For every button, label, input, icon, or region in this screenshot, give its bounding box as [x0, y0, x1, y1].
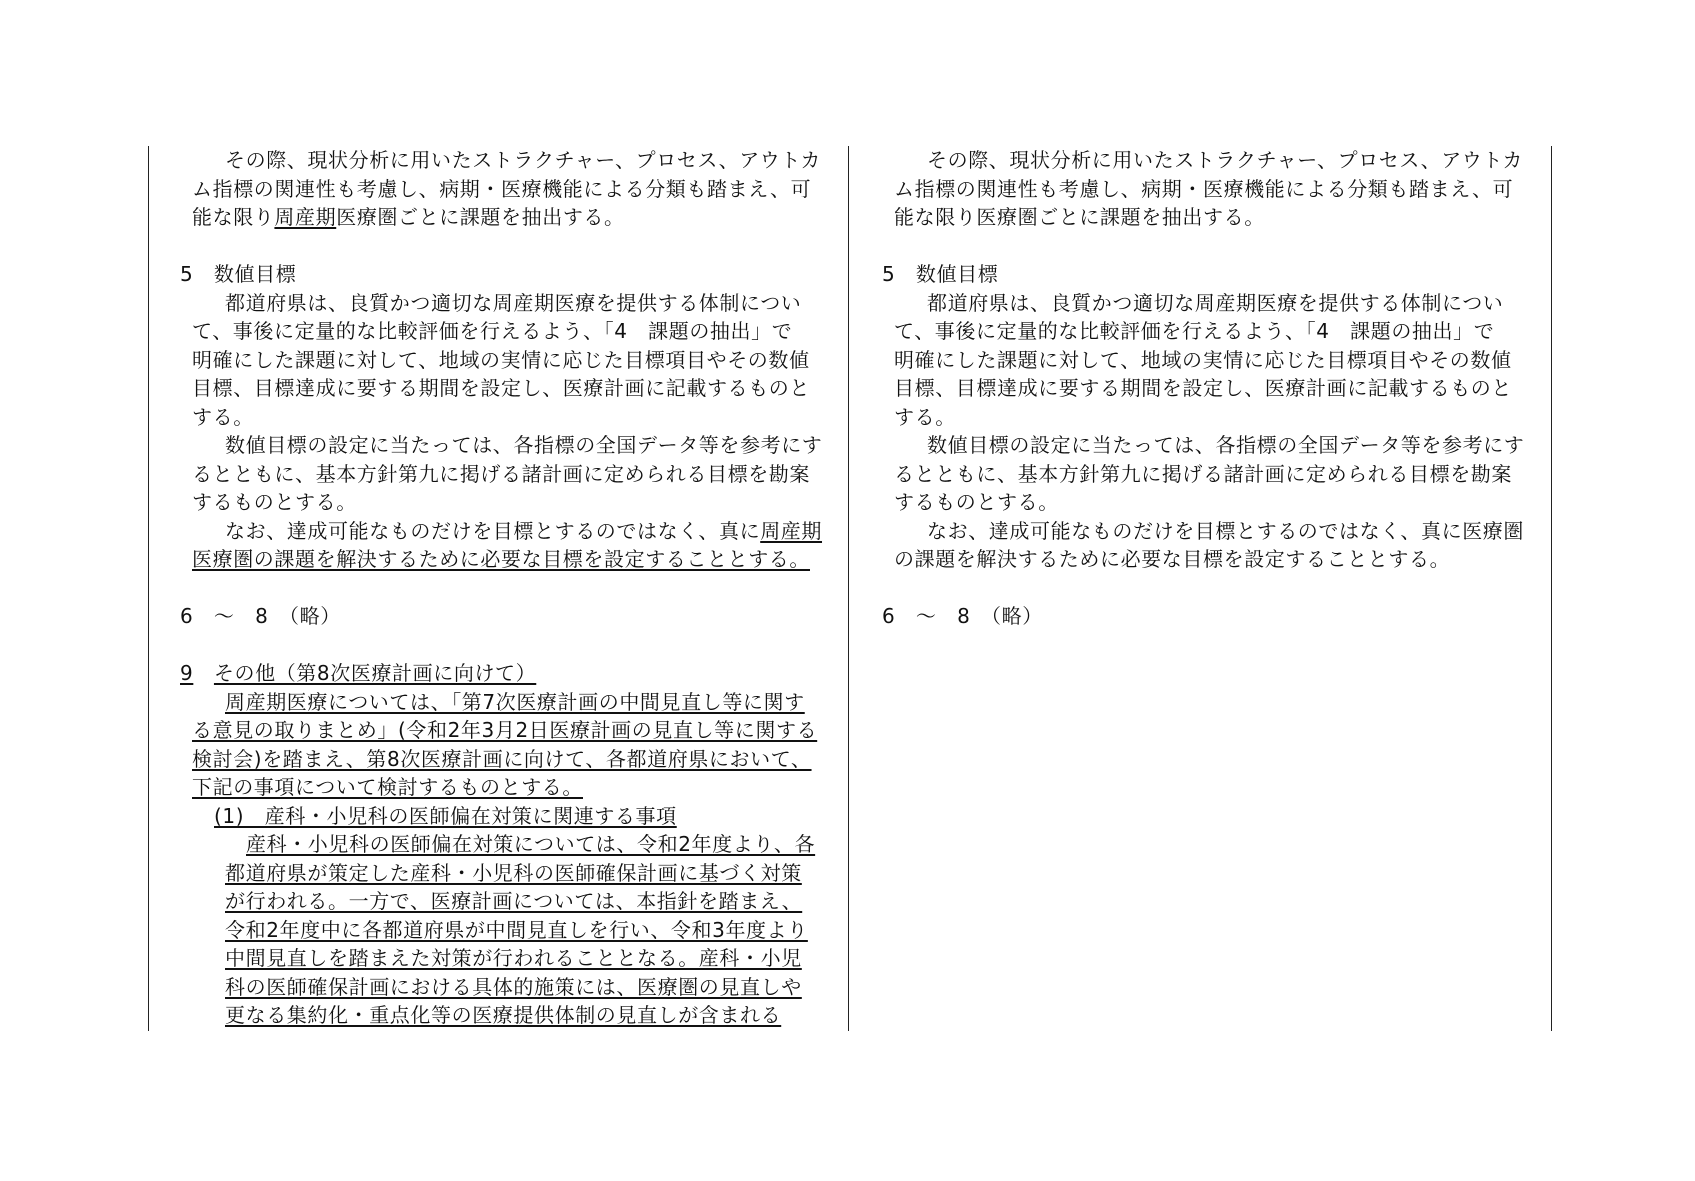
- left-sec9-item1-text: 産科・小児科の医師偏在対策については、令和2年度より、各: [246, 832, 816, 856]
- right-para1-line: ム指標の関連性も考慮し、病期・医療機能による分類も踏まえ、可: [894, 176, 1514, 201]
- right-sec5-heading: 5 数値目標: [882, 262, 999, 286]
- left-para1-line2: ム指標の関連性も考慮し、病期・医療機能による分類も踏まえ、可: [192, 176, 812, 201]
- right-sec5-p1-line: て、事後に定量的な比較評価を行えるよう、「4 課題の抽出」で: [894, 319, 1495, 343]
- left-sec9-item1-line: [180, 916, 850, 945]
- left-sec9-item1-line: [180, 944, 850, 973]
- left-sec9-item1-line: [180, 973, 850, 1002]
- left-sec9-item1-line: [180, 887, 850, 916]
- left-sec9-heading: [180, 659, 850, 688]
- left-sec5-p1-line: 目標、目標達成に要する期間を設定し、医療計画に記載するものと: [192, 376, 810, 400]
- left-sec9-intro-line: [180, 688, 850, 717]
- right-sec5-p3-line: なお、達成可能なものだけを目標とするのではなく、真に医療圏: [927, 518, 1524, 543]
- left-sec9-title: その他（第8次医療計画に向けて）: [213, 661, 537, 685]
- left-sec9-item1-text: 中間見直しを踏まえた対策が行われることとなる。産科・小児: [225, 946, 802, 970]
- left-sec6-8-omitted: 6 ～ 8 （略）: [180, 604, 341, 628]
- left-sec9-intro-text: 下記の事項について検討するものとする。: [192, 775, 583, 799]
- left-sec9-item1-heading: [180, 802, 850, 831]
- left-sec9-intro-text: 検討会)を踏まえ、第8次医療計画に向けて、各都道府県において、: [192, 746, 812, 771]
- left-sec5-p1-line: 都道府県は、良質かつ適切な周産期医療を提供する体制につい: [225, 290, 802, 315]
- left-sec5-p3-underlined: 周産期: [760, 518, 823, 543]
- left-sec5-heading: 5 数値目標: [180, 262, 297, 286]
- right-sec5-p1-line: する。: [894, 404, 956, 429]
- left-sec5-p1-line: する。: [192, 404, 254, 429]
- left-sec9-item1-text: 都道府県が策定した産科・小児科の医師確保計画に基づく対策: [225, 860, 802, 885]
- right-para1-line: 能な限り医療圏ごとに課題を抽出する。: [894, 205, 1265, 229]
- left-sec5-p3-line2: [180, 545, 850, 574]
- left-border-line: [148, 146, 149, 1031]
- right-para1-line: その際、現状分析に用いたストラクチャー、プロセス、アウトカ: [927, 148, 1523, 172]
- left-sec9-intro-line: [180, 716, 850, 745]
- right-sec5-p3-line: の課題を解決するために必要な目標を設定することとする。: [894, 547, 1451, 571]
- left-sec9-item1-text: 令和2年度中に各都道府県が中間見直しを行い、令和3年度より: [225, 917, 808, 942]
- right-sec5-p2-line: 数値目標の設定に当たっては、各指標の全国データ等を参考にす: [927, 433, 1525, 457]
- left-sec9-item1-text: 科の医師確保計画における具体的施策には、医療圏の見直しや: [225, 974, 802, 999]
- left-sec5-p2-line: るとともに、基本方針第九に掲げる諸計画に定められる目標を勘案: [192, 461, 810, 486]
- right-sec5-p1-line: 都道府県は、良質かつ適切な周産期医療を提供する体制につい: [927, 290, 1504, 315]
- right-column-current: [882, 146, 1552, 631]
- left-para1-line3: [180, 203, 850, 232]
- left-sec9-number: 9: [180, 661, 194, 685]
- left-sec9-item1-line: [180, 830, 850, 859]
- left-sec9-item1-text: が行われる。一方で、医療計画については、本指針を踏まえ、: [225, 889, 803, 913]
- left-sec5-p3-line1: [180, 517, 850, 546]
- left-sec9-item1-heading-text: (1) 産科・小児科の医師偏在対策に関連する事項: [214, 803, 677, 828]
- left-sec9-item1-line: [180, 859, 850, 888]
- left-column-revised: [180, 146, 850, 1030]
- left-para1-line3-underlined: 周産期: [274, 205, 337, 229]
- left-para1-line3-text: 能な限り: [192, 205, 275, 229]
- left-sec9-intro-text: 周産期医療については、「第7次医療計画の中間見直し等に関す: [225, 689, 805, 714]
- right-sec5-p2-line: るとともに、基本方針第九に掲げる諸計画に定められる目標を勘案: [894, 461, 1512, 486]
- left-sec9-intro-line: [180, 773, 850, 802]
- right-sec5-p1-line: 目標、目標達成に要する期間を設定し、医療計画に記載するものと: [894, 376, 1512, 400]
- left-sec5-p2-line: 数値目標の設定に当たっては、各指標の全国データ等を参考にす: [225, 433, 823, 457]
- left-sec9-intro-text: る意見の取りまとめ」(令和2年3月2日医療計画の見直し等に関する: [192, 718, 818, 742]
- right-sec5-p1-line: 明確にした課題に対して、地域の実情に応じた目標項目やその数値: [894, 347, 1512, 372]
- left-sec5-p3-text: なお、達成可能なものだけを目標とするのではなく、真に: [225, 518, 761, 543]
- left-sec9-item1-line: [180, 1001, 850, 1030]
- left-sec9-item1-text: 更なる集約化・重点化等の医療提供体制の見直しが含まれる: [225, 1003, 782, 1027]
- left-sec5-p1-line: て、事後に定量的な比較評価を行えるよう、「4 課題の抽出」で: [192, 319, 793, 343]
- left-para1-line1: その際、現状分析に用いたストラクチャー、プロセス、アウトカ: [225, 148, 821, 172]
- left-sec9-intro-line: [180, 745, 850, 774]
- left-sec5-p3-line2-text: 医療圏の課題を解決するために必要な目標を設定することとする。: [192, 547, 810, 571]
- left-sec5-p1-line: 明確にした課題に対して、地域の実情に応じた目標項目やその数値: [192, 347, 810, 372]
- left-sec5-p2-line: するものとする。: [192, 490, 357, 514]
- right-sec5-p2-line: するものとする。: [894, 490, 1059, 514]
- right-sec6-8-omitted: 6 ～ 8 （略）: [882, 604, 1043, 628]
- left-para1-line3-text-end: 医療圏ごとに課題を抽出する。: [336, 205, 625, 229]
